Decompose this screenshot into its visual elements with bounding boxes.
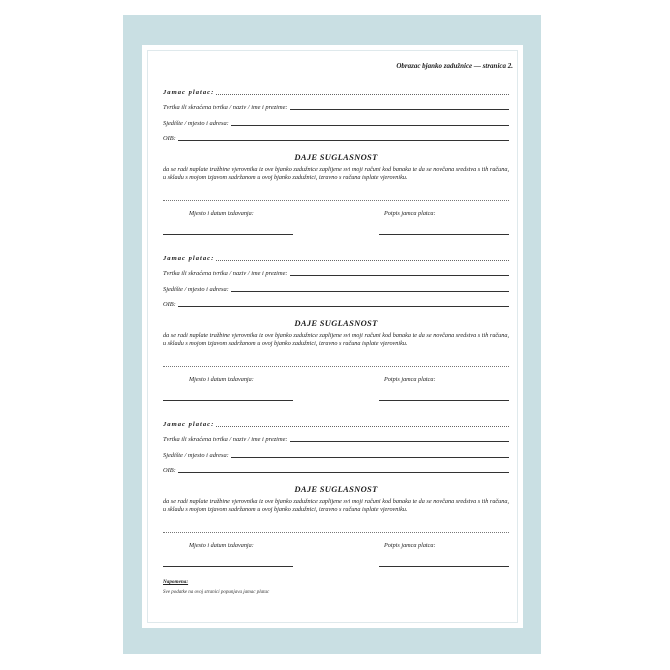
consent-text: da se radi naplate tražbine vjerovnika iz ove bjanko zadužnice zaplijene svi moji računi kod banaka te da se novčana sredstva s tih računa, u skladu s mojom izjavom sadržanom u ovoj bjanko zadužnici, izravno s računa isplate vjerovniku. (163, 332, 509, 348)
sjediste-row (163, 285, 509, 293)
mjesto-datum-field[interactable] (163, 566, 293, 567)
consent-text: da se radi naplate tražbine vjerovnika iz ove bjanko zadužnice zaplijene svi moji računi kod banaka te da se novčana sredstva s tih računa, u skladu s mojom izjavom sadržanom u ovoj bjanko zadužnici, izravno s računa isplate vjerovniku. (163, 166, 509, 182)
dotted-separator (163, 200, 509, 201)
daje-suglasnost-heading: DAJE SUGLASNOST (294, 152, 378, 162)
dotted-separator (163, 532, 509, 533)
tvrtka-field[interactable] (290, 103, 509, 110)
jamac-field[interactable] (216, 420, 509, 427)
sjediste-label: Sjedište / mjesto i adresa: (163, 120, 229, 127)
oib-row (163, 300, 509, 308)
dotted-separator (163, 366, 509, 367)
tvrtka-row (163, 103, 509, 111)
mjesto-datum-field[interactable] (163, 400, 293, 401)
oib-row (163, 134, 509, 142)
jamac-row (163, 254, 509, 262)
oib-field[interactable] (178, 134, 509, 141)
oib-label: OIB: (163, 301, 176, 308)
daje-suglasnost-heading: DAJE SUGLASNOST (294, 484, 378, 494)
jamac-label: Jamac platac: (163, 255, 215, 262)
mjesto-datum-label: Mjesto i datum izdavanja: (189, 542, 254, 549)
jamac-row (163, 420, 509, 428)
potpis-label: Potpis jamca platca: (384, 542, 436, 549)
mjesto-datum-label: Mjesto i datum izdavanja: (189, 210, 254, 217)
consent-text: da se radi naplate tražbine vjerovnika iz ove bjanko zadužnice zaplijene svi moji računi kod banaka te da se novčana sredstva s tih računa, u skladu s mojom izjavom sadržanom u ovoj bjanko zadužnici, izravno s računa isplate vjerovniku. (163, 498, 509, 514)
oib-field[interactable] (178, 300, 509, 307)
mjesto-datum-field[interactable] (163, 234, 293, 235)
sjediste-field[interactable] (231, 451, 509, 458)
potpis-label: Potpis jamca platca: (384, 210, 436, 217)
potpis-label: Potpis jamca platca: (384, 376, 436, 383)
sjediste-field[interactable] (231, 119, 509, 126)
oib-label: OIB: (163, 467, 176, 474)
jamac-field[interactable] (216, 88, 509, 95)
sjediste-row (163, 451, 509, 459)
jamac-label: Jamac platac: (163, 89, 215, 96)
tvrtka-row (163, 435, 509, 443)
mjesto-datum-label: Mjesto i datum izdavanja: (189, 376, 254, 383)
page-header: Obrazac bjanko zadužnice — stranica 2. (396, 62, 513, 70)
jamac-field[interactable] (216, 254, 509, 261)
sjediste-row (163, 119, 509, 127)
tvrtka-field[interactable] (290, 435, 509, 442)
oib-field[interactable] (178, 466, 509, 473)
tvrtka-label: Tvrtka ili skraćena tvrtka / naziv / ime i prezime: (163, 436, 288, 443)
note-title: Napomena: (163, 579, 189, 585)
oib-label: OIB: (163, 135, 176, 142)
potpis-field[interactable] (379, 566, 509, 567)
jamac-label: Jamac platac: (163, 421, 215, 428)
note-text: Sve podatke na ovoj stranici popunjava jamac platac (163, 590, 270, 595)
tvrtka-field[interactable] (290, 269, 509, 276)
tvrtka-label: Tvrtka ili skraćena tvrtka / naziv / ime i prezime: (163, 270, 288, 277)
oib-row (163, 466, 509, 474)
tvrtka-label: Tvrtka ili skraćena tvrtka / naziv / ime i prezime: (163, 104, 288, 111)
potpis-field[interactable] (379, 234, 509, 235)
daje-suglasnost-heading: DAJE SUGLASNOST (294, 318, 378, 328)
jamac-row (163, 88, 509, 96)
sjediste-label: Sjedište / mjesto i adresa: (163, 286, 229, 293)
sjediste-field[interactable] (231, 285, 509, 292)
tvrtka-row (163, 269, 509, 277)
sjediste-label: Sjedište / mjesto i adresa: (163, 452, 229, 459)
potpis-field[interactable] (379, 400, 509, 401)
